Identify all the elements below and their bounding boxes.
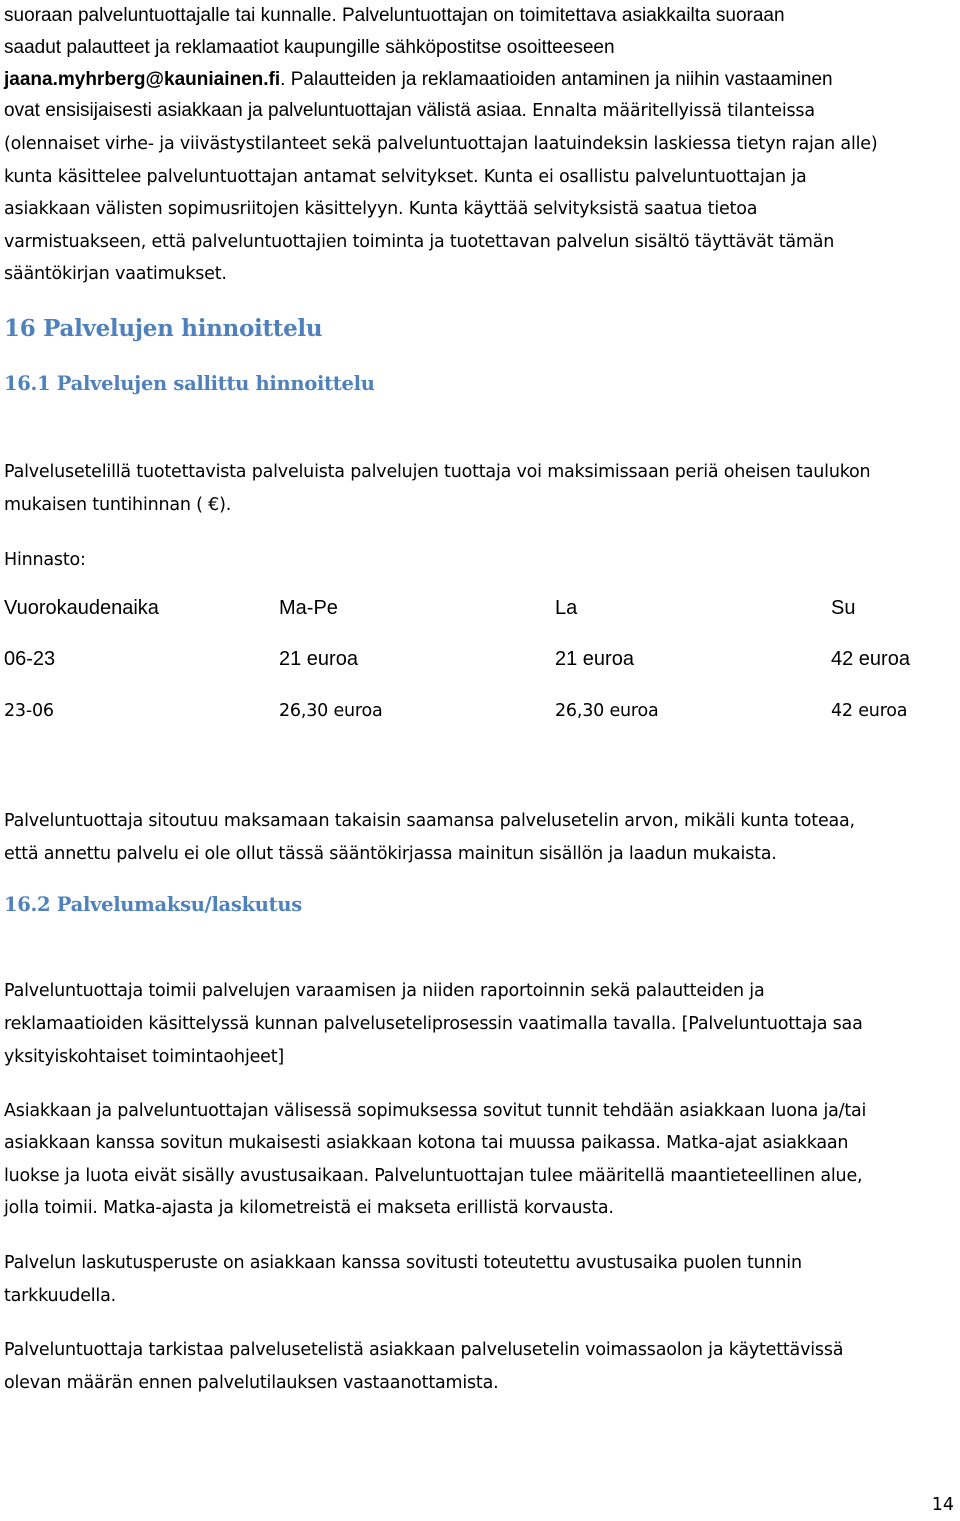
- table-row: 06-23 21 euroa 21 euroa 42 euroa: [4, 648, 910, 670]
- billing-para3-line-2: tarkkuudella.: [4, 1286, 116, 1306]
- intro-line-3: [4, 64, 833, 97]
- section-16-heading: 16 Palvelujen hinnoittelu: [4, 315, 323, 342]
- intro-after-email: . Palautteiden ja reklamaatioiden antaminen ja niihin vastaaminen: [280, 69, 833, 90]
- section-16-2-heading: 16.2 Palvelumaksu/laskutus: [4, 893, 302, 916]
- refund-line-2: että annettu palvelu ei ole ollut tässä sääntökirjassa mainitun sisällön ja laadun mukaista.: [4, 844, 777, 864]
- table-row: 23-06 26,30 euroa 26,30 euroa 42 euroa: [4, 701, 908, 721]
- intro-line-8: varmistuakseen, että palveluntuottajien toiminta ja tuotettavan palvelun sisältö täyttävät tämän: [4, 232, 835, 252]
- section-16-1-heading: 16.1 Palvelujen sallittu hinnoittelu: [4, 372, 375, 395]
- intro-line-7: asiakkaan välisten sopimusriitojen käsittelyyn. Kunta käyttää selvityksistä saatua tietoa: [4, 199, 758, 219]
- header-sun: Su: [831, 597, 856, 619]
- billing-para4-line-2: olevan määrän ennen palvelutilauksen vastaanottamista.: [4, 1373, 499, 1393]
- billing-para3-line-1: Palvelun laskutusperuste on asiakkaan kanssa sovitusti toteutettu avustusaika puolen tunnin: [4, 1253, 802, 1273]
- header-time-of-day: Vuorokaudenaika: [4, 597, 159, 619]
- intro-line-9: sääntökirjan vaatimukset.: [4, 264, 227, 284]
- intro-line-2: saadut palautteet ja reklamaatiot kaupungille sähköpostitse osoitteeseen: [4, 37, 615, 58]
- price-table-header: [4, 597, 956, 627]
- billing-para2-line-2: asiakkaan kanssa sovitun mukaisesti asiakkaan kotona tai muussa paikassa. Matka-ajat asiakkaan: [4, 1133, 849, 1153]
- intro-line-5: (olennaiset virhe- ja viivästystilanteet sekä palveluntuottajan laatuindeksin laskiessa tietyn rajan alle): [4, 134, 878, 154]
- billing-para4-line-1: Palveluntuottaja tarkistaa palvelusetelistä asiakkaan palvelusetelin voimassaolon ja käytettävissä: [4, 1340, 844, 1360]
- billing-para2-line-4: jolla toimii. Matka-ajasta ja kilometreistä ei makseta erillistä korvausta.: [4, 1198, 614, 1218]
- pricelist-label: Hinnasto:: [4, 550, 86, 570]
- intro-line-6: kunta käsittelee palveluntuottajan antamat selvitykset. Kunta ei osallistu palveluntuottajan ja: [4, 167, 807, 187]
- billing-para1-line-2: reklamaatioiden käsittelyssä kunnan palveluseteliprosessin vaatimalla tavalla. [Palveluntuottaja saa: [4, 1014, 863, 1034]
- billing-para1-line-3: yksityiskohtaiset toimintaohjeet]: [4, 1047, 285, 1067]
- header-mon-fri: Ma-Pe: [279, 597, 338, 619]
- refund-line-1: Palveluntuottaja sitoutuu maksamaan takaisin saamansa palvelusetelin arvon, mikäli kunta toteaa,: [4, 811, 855, 831]
- billing-para2-line-1: Asiakkaan ja palveluntuottajan välisessä sopimuksessa sovitut tunnit tehdään asiakkaan luona ja/tai: [4, 1101, 867, 1121]
- header-sat: La: [555, 597, 578, 619]
- billing-para2-line-3: luokse ja luota eivät sisälly avustusaikaan. Palveluntuottajan tulee määritellä maantieteellinen alue,: [4, 1166, 863, 1186]
- pricing-text-line-1: Palvelusetelillä tuotettavista palveluista palvelujen tuottaja voi maksimissaan periä oheisen taulukon: [4, 462, 871, 482]
- intro-line-4: ovat ensisijaisesti asiakkaan ja palveluntuottajan välistä asiaa. Ennalta määritellyissä tilanteissa: [4, 100, 815, 121]
- page-number: 14: [931, 1495, 954, 1515]
- intro-line-1: suoraan palveluntuottajalle tai kunnalle. Palveluntuottajan on toimitettava asiakkailta suoraan: [4, 5, 785, 26]
- email-link[interactable]: jaana.myhrberg@kauniainen.fi: [4, 69, 281, 90]
- pricing-text-line-2: mukaisen tuntihinnan ( €).: [4, 495, 232, 515]
- billing-para1-line-1: Palveluntuottaja toimii palvelujen varaamisen ja niiden raportoinnin sekä palautteiden ja: [4, 981, 765, 1001]
